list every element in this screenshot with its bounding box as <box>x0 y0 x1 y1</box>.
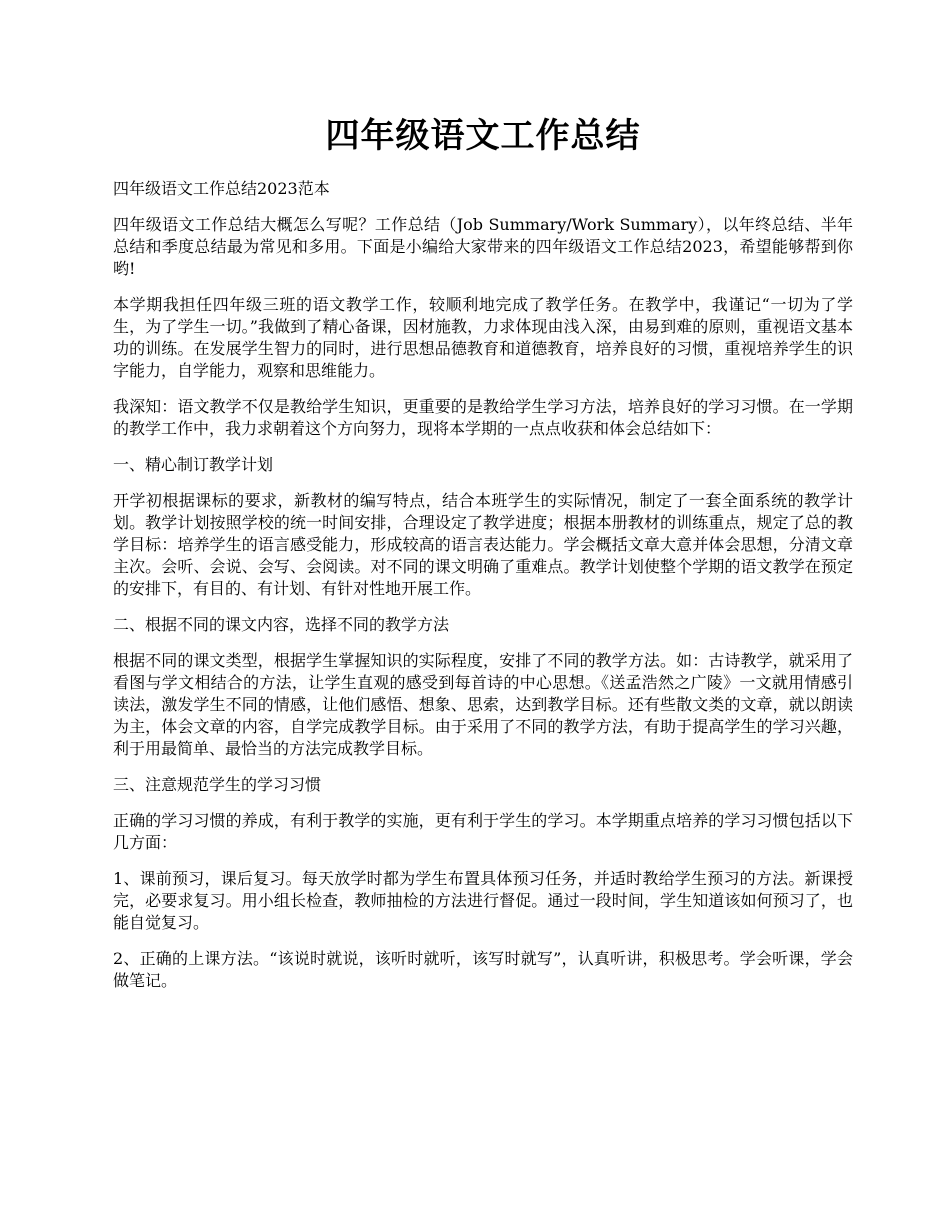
document-subtitle: 四年级语文工作总结2023范本 <box>113 179 330 198</box>
section-heading-3: 三、注意规范学生的学习习惯 <box>113 775 322 794</box>
list-item: 1、课前预习，课后复习。每天放学时都为学生布置具体预习任务，并适时教给学生预习的方法。新课授完，必要求复习。用小组长检查，教师抽检的方法进行督促。通过一段时间，学生知道该如何预习了，也能自觉复习。 <box>113 869 853 932</box>
document-title: 四年级语文工作总结 <box>325 116 641 156</box>
body-paragraph: 正确的学习习惯的养成，有利于教学的实施，更有利于学生的学习。本学期重点培养的学习习惯包括以下几方面： <box>113 811 853 852</box>
section-heading-2: 二、根据不同的课文内容，选择不同的教学方法 <box>113 615 450 634</box>
intro-paragraph: 四年级语文工作总结大概怎么写呢？工作总结（Job Summary/Work Summary），以年终总结、半年总结和季度总结最为常见和多用。下面是小编给大家带来的四年级语文工作总结2023，希望能够帮到你哟! <box>113 215 853 278</box>
body-paragraph: 我深知：语文教学不仅是教给学生知识，更重要的是教给学生学习方法，培养良好的学习习惯。在一学期的教学工作中，我力求朝着这个方向努力，现将本学期的一点点收获和体会总结如下： <box>113 397 853 438</box>
section-heading-1: 一、精心制订教学计划 <box>113 455 274 474</box>
body-paragraph: 开学初根据课标的要求，新教材的编写特点，结合本班学生的实际情况，制定了一套全面系统的教学计划。教学计划按照学校的统一时间安排，合理设定了教学进度；根据本册教材的训练重点，规定了总的教学目标：培养学生的语言感受能力，形成较高的语言表达能力。学会概括文章大意并体会思想，分清文章主次。会听、会说、会写、会阅读。对不同的课文明确了重难点。教学计划使整个学期的语文教学在预定的安排下，有目的、有计划、有针对性地开展工作。 <box>113 491 853 598</box>
body-paragraph: 根据不同的课文类型，根据学生掌握知识的实际程度，安排了不同的教学方法。如：古诗教学，就采用了看图与学文相结合的方法，让学生直观的感受到每首诗的中心思想。《送孟浩然之广陵》一文就用情感引读法，激发学生不同的情感，让他们感悟、想象、思索，达到教学目标。还有些散文类的文章，就以朗读为主，体会文章的内容，自学完成教学目标。由于采用了不同的教学方法，有助于提高学生的学习兴趣，利于用最简单、最恰当的方法完成教学目标。 <box>113 651 853 758</box>
body-paragraph: 本学期我担任四年级三班的语文教学工作，较顺利地完成了教学任务。在教学中，我谨记“一切为了学生，为了学生一切。”我做到了精心备课，因材施教，力求体现由浅入深，由易到难的原则，重视语文基本功的训练。在发展学生智力的同时，进行思想品德教育和道德教育，培养良好的习惯，重视培养学生的识字能力，自学能力，观察和思维能力。 <box>113 295 853 380</box>
document-page <box>113 110 853 1006</box>
list-item: 2、正确的上课方法。“该说时就说，该听时就听，该写时就写”，认真听讲，积极思考。学会听课，学会做笔记。 <box>113 949 853 990</box>
